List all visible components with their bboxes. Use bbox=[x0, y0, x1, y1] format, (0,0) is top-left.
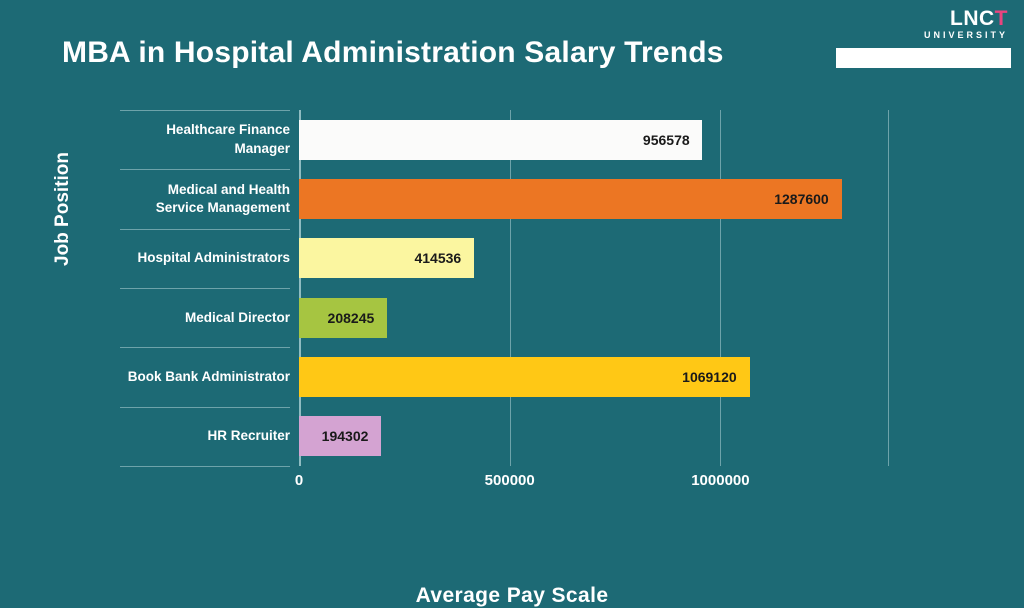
category-separator bbox=[120, 407, 290, 408]
bar-value-label: 1287600 bbox=[774, 191, 829, 207]
lnct-university-logo bbox=[924, 8, 1008, 40]
logo-subtitle: UNIVERSITY bbox=[923, 30, 1008, 40]
bar-row bbox=[299, 298, 889, 338]
bar-row bbox=[299, 120, 889, 160]
category-label: Book Bank Administrator bbox=[127, 368, 290, 384]
category-label: Healthcare Finance Manager bbox=[166, 122, 290, 156]
bar-row bbox=[299, 238, 889, 278]
category-separator bbox=[120, 229, 290, 230]
category-separator bbox=[120, 466, 290, 467]
bar-chart bbox=[0, 96, 1024, 607]
y-axis-label: Job Position bbox=[52, 152, 73, 266]
bar[interactable] bbox=[299, 120, 702, 160]
x-tick-label: 0 bbox=[294, 472, 304, 489]
plot-area bbox=[294, 110, 889, 489]
category-separator bbox=[120, 110, 290, 111]
category-label: HR Recruiter bbox=[207, 428, 290, 444]
bar[interactable] bbox=[299, 179, 842, 219]
gridline bbox=[720, 110, 721, 466]
title-decoration-bar bbox=[836, 48, 1011, 68]
bar-value-label: 194302 bbox=[321, 428, 369, 445]
category-separator bbox=[120, 347, 290, 348]
x-tick-label: 1000000 bbox=[691, 472, 750, 489]
category-label: Medical and Health Service Management bbox=[155, 181, 290, 215]
bar-value-label: 208245 bbox=[327, 309, 375, 326]
page-title: MBA in Hospital Administration Salary Trends bbox=[62, 36, 724, 69]
y-axis-line bbox=[299, 110, 301, 466]
x-axis-label: Average Pay Scale bbox=[415, 584, 609, 607]
bar-row bbox=[299, 179, 889, 219]
plot-right-border bbox=[888, 110, 889, 466]
bar-value-label: 1069120 bbox=[682, 369, 737, 385]
bar-row bbox=[299, 416, 889, 456]
logo-wordmark bbox=[924, 8, 1008, 29]
category-label: Medical Director bbox=[184, 309, 290, 325]
logo-name-text: LNC bbox=[950, 7, 995, 30]
bar-row bbox=[299, 357, 889, 397]
x-tick-label: 500000 bbox=[484, 472, 535, 489]
category-separator bbox=[120, 288, 290, 289]
category-separator bbox=[120, 169, 290, 170]
bar-value-label: 414536 bbox=[414, 250, 462, 267]
category-labels bbox=[120, 110, 290, 466]
bar-value-label: 956578 bbox=[642, 131, 690, 148]
gridline bbox=[510, 110, 511, 466]
logo-accent-letter: T bbox=[994, 7, 1008, 30]
category-label: Hospital Administrators bbox=[137, 250, 290, 266]
